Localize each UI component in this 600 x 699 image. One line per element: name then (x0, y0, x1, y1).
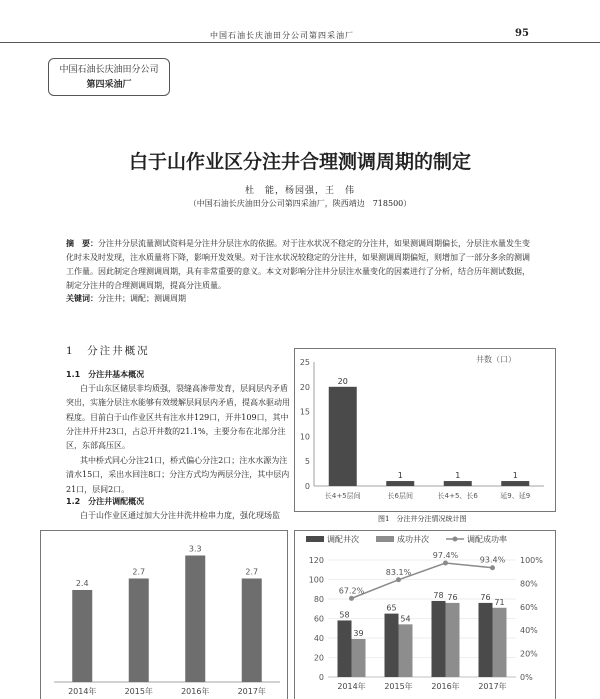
fig3-legend-label: 调配井次 (327, 535, 359, 544)
fig3-data-label: 76 (480, 592, 491, 602)
abstract-text: 分注井分层流量测试资料是分注井分层注水的依据。对于注水状况不稳定的分注井，如果测调周期偏长，分层注水量发生变化时未及时发现，注水质量将下降，影响开发效果。对于注水状况较稳定的分注井，如果测调周期偏短，则增加了一部分多余的测调工作量。因此制定合理测调周期，具有非常重要的意义。本文对影响分注井分层注水量变化的因素进行了分析，结合历年测试数据，制定分注井的合理测调周期，提高分注质量。 (66, 239, 530, 290)
abstract-label: 摘 要： (66, 239, 98, 248)
fig3-bar-chenggong (493, 608, 507, 677)
figure-1-chart (294, 348, 556, 512)
fig1-data-label: 20 (337, 376, 348, 386)
fig3-bar-chenggong (352, 639, 366, 677)
fig1-x-tick-label: 长4+5、长6 (437, 492, 478, 500)
fig3-rate-point (396, 577, 401, 582)
paragraph-2: 其中桥式同心分注21口，桥式偏心分注2口；注水水源为注清水15口，采出水回注8口；分注方式均为两层分注，其中层内21口，层间2口。 (66, 456, 290, 494)
figure-1-legend: 井数（口） (476, 355, 516, 364)
fig2-data-label: 2.4 (75, 579, 89, 588)
fig3-bar-chenggong (399, 624, 413, 677)
fig3-data-label: 76 (447, 592, 458, 602)
fig2-x-tick-label: 2016年 (181, 687, 210, 696)
fig3-y-left-tick-label: 0 (318, 673, 324, 682)
subsection-heading-2: 1.2 分注井调配概况 (66, 497, 145, 506)
fig3-legend-label: 调配成功率 (467, 535, 507, 544)
fig3-data-label: 65 (386, 603, 397, 613)
fig2-data-label: 2.7 (245, 567, 259, 577)
figure-3-frame (295, 531, 556, 699)
running-header (0, 28, 600, 43)
fig3-data-label: 54 (400, 614, 411, 624)
fig1-bar (444, 481, 472, 486)
fig3-y-left-tick-label: 60 (313, 614, 324, 624)
keywords (66, 293, 536, 304)
paragraph-3: 白于山作业区通过加大分注井洗井检串力度，强化现场监 (80, 511, 280, 520)
fig2-x-tick-label: 2015年 (124, 687, 153, 696)
fig1-y-tick-label: 0 (304, 482, 310, 491)
fig3-x-tick-label: 2015年 (384, 682, 413, 691)
fig3-y-left-tick-label: 80 (313, 595, 324, 604)
fig3-bar-tiaopei (338, 620, 352, 677)
paragraph-1: 白于山东区储层非均质强，裂缝高渗带发育，层间层内矛盾突出，实施分层注水能够有效缓解层间层内矛盾，提高水驱动用程度。目前白于山作业区共有注水井129口，开井109口，其中分注井开井23口，占总开井数的21.1%，主要分布在北部分注区，东部高压区。 (66, 384, 290, 451)
fig3-y-right-tick-label: 100% (520, 556, 543, 565)
fig3-legend-marker (453, 537, 458, 542)
fig3-x-tick-label: 2017年 (478, 682, 507, 691)
organization-stamp (48, 58, 170, 96)
fig3-rate-label: 97.4% (432, 551, 459, 561)
subsection-heading-1: 1.1 分注井基本概况 (66, 370, 145, 379)
fig2-bar (72, 590, 92, 682)
figure-3-chart (294, 530, 556, 699)
fig3-y-left-tick-label: 120 (308, 556, 324, 565)
fig3-rate-line (352, 563, 493, 598)
fig3-bar-tiaopei (479, 603, 493, 677)
fig2-bar (185, 556, 205, 683)
fig3-rate-label: 93.4% (479, 555, 506, 565)
fig3-rate-point (443, 561, 448, 566)
fig1-data-label: 1 (455, 471, 461, 481)
fig1-x-tick-label: 长4+5层间 (324, 492, 361, 500)
fig3-bar-tiaopei (385, 614, 399, 677)
fig1-data-label: 1 (512, 471, 518, 481)
fig1-data-label: 1 (397, 471, 403, 481)
fig3-rate-label: 83.1% (385, 567, 412, 577)
fig3-y-left-tick-label: 40 (313, 634, 324, 643)
fig3-rate-point (490, 565, 495, 570)
fig3-legend-swatch (376, 536, 394, 542)
fig3-rate-label: 67.2% (338, 586, 365, 596)
fig3-y-right-tick-label: 60% (520, 602, 538, 612)
fig3-data-label: 71 (494, 597, 505, 607)
fig3-x-tick-label: 2014年 (337, 682, 366, 691)
abstract (66, 237, 536, 293)
fig2-data-label: 2.7 (132, 567, 146, 577)
fig3-y-right-tick-label: 40% (520, 626, 538, 636)
fig3-data-label: 78 (433, 590, 444, 600)
stamp-line-2: 第四采油厂 (86, 80, 132, 90)
fig3-y-right-tick-label: 0% (520, 673, 533, 682)
fig3-data-label: 39 (353, 628, 364, 638)
page-number: 95 (515, 28, 529, 39)
fig1-y-tick-label: 25 (299, 358, 310, 367)
fig3-data-label: 58 (339, 610, 350, 620)
fig1-y-tick-label: 20 (299, 382, 310, 392)
fig1-bar (501, 481, 529, 486)
article-authors: 杜 能，杨园强，王 伟 (244, 186, 355, 196)
fig1-bar (386, 481, 414, 486)
fig1-y-tick-label: 5 (304, 457, 310, 467)
fig3-rate-point (349, 596, 354, 601)
fig3-legend-swatch (306, 536, 324, 542)
figure-1-caption: 图1 分注井分注情况统计图 (378, 515, 467, 523)
fig2-bar (129, 579, 149, 683)
fig3-y-left-tick-label: 100 (308, 575, 324, 585)
fig1-bar (329, 387, 357, 486)
stamp-line-1: 中国石油长庆油田分公司 (59, 65, 159, 75)
article-affiliation: （中国石油长庆油田分公司第四采油厂，陕西靖边 718500） (188, 199, 412, 208)
fig3-legend-label: 成功井次 (397, 535, 429, 544)
fig2-data-label: 3.3 (188, 544, 202, 554)
journal-header-title: 中国石油长庆油田分公司第四采油厂 (210, 31, 354, 40)
fig3-y-right-tick-label: 80% (520, 579, 538, 589)
article-title: 白于山作业区分注井合理测调周期的制定 (128, 151, 471, 173)
fig2-x-tick-label: 2014年 (68, 687, 97, 696)
fig1-x-tick-label: 延9、延9 (500, 492, 531, 500)
fig1-y-tick-label: 10 (299, 432, 310, 442)
fig3-y-left-tick-label: 20 (313, 653, 324, 663)
fig2-x-tick-label: 2017年 (237, 687, 266, 696)
section-heading: 1 分注井概况 (66, 345, 150, 357)
fig1-y-tick-label: 15 (299, 407, 310, 417)
fig3-bar-chenggong (446, 603, 460, 677)
figure-2-chart (40, 530, 288, 699)
fig3-x-tick-label: 2016年 (431, 682, 460, 691)
fig1-x-tick-label: 长6层间 (387, 492, 413, 500)
keywords-label: 关键词： (66, 294, 98, 303)
fig2-bar (242, 579, 262, 683)
keywords-text: 分注井；调配；测调周期 (98, 294, 186, 303)
fig3-bar-tiaopei (432, 601, 446, 677)
fig3-y-right-tick-label: 20% (520, 649, 538, 659)
